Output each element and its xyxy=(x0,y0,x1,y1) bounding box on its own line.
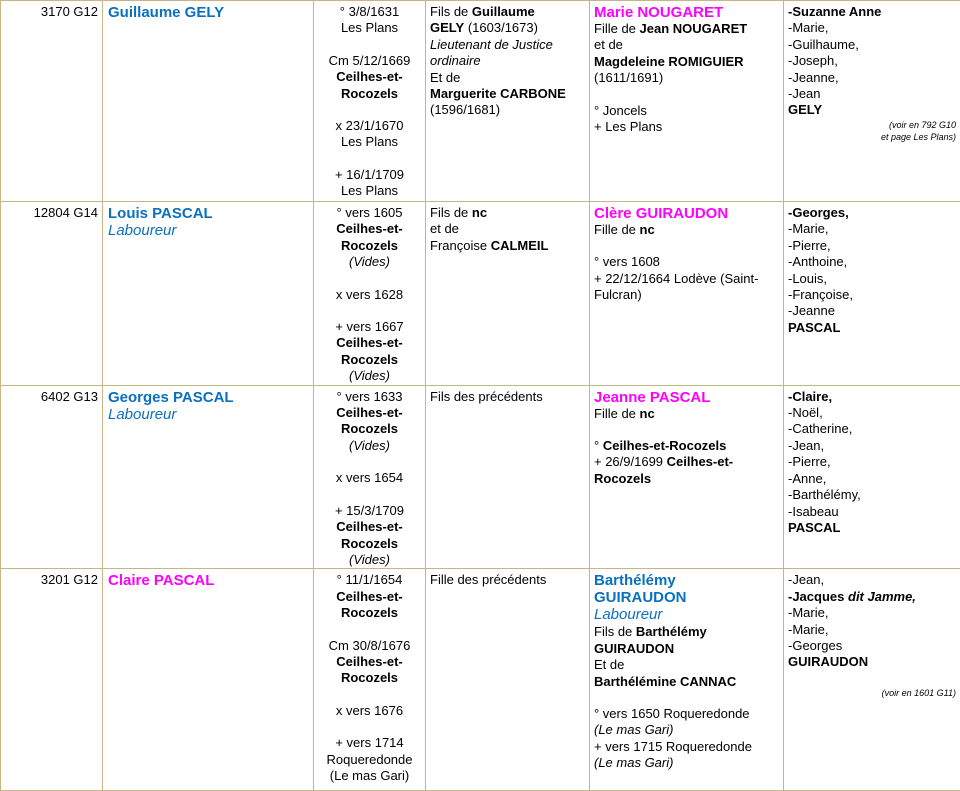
sosa-number: 6402 G13 xyxy=(1,385,103,569)
spouse-cell: Marie NOUGARET Fille de Jean NOUGARET et de Magdeleine ROMIGUIER (1611/1691) ° Joncels + Les Plans xyxy=(590,1,784,202)
spouse-name: Jeanne PASCAL xyxy=(594,389,779,406)
person-name: Claire PASCAL xyxy=(108,572,309,589)
children-cell: -Claire, -Noël, -Catherine, -Jean, -Pierre, -Anne, -Barthélémy, -Isabeau PASCAL xyxy=(784,385,960,569)
cross-reference-note: (voir en 1601 G11) xyxy=(788,687,956,699)
person-occupation: Laboureur xyxy=(108,406,309,424)
events-cell: ° 3/8/1631 Les Plans Cm 5/12/1669 Ceilhes-et- Rocozels x 23/1/1670 Les Plans + 16/1/1709 Les Plans xyxy=(314,1,426,202)
spouse-cell: Jeanne PASCAL Fille de nc ° Ceilhes-et-Rocozels + 26/9/1699 Ceilhes-et- Rocozels xyxy=(590,385,784,569)
cross-reference-note: (voir en 792 G10 et page Les Plans) xyxy=(788,119,956,143)
sosa-number: 3201 G12 xyxy=(1,569,103,791)
spouse-cell: Clère GUIRAUDON Fille de nc ° vers 1608 + 22/12/1664 Lodève (Saint- Fulcran) xyxy=(590,202,784,386)
table-row xyxy=(1,569,960,791)
parents-cell: Fils de Guillaume GELY (1603/1673) Lieutenant de Justice ordinaire Et de Marguerite CARBONE (1596/1681) xyxy=(426,1,590,202)
person-name: Guillaume GELY xyxy=(108,4,309,21)
spouse-name-surname: GUIRAUDON xyxy=(594,589,779,606)
spouse-cell: Barthélémy GUIRAUDON Laboureur Fils de Barthélémy GUIRAUDON Et de Barthélémine CANNAC ° vers 1650 Roqueredonde (Le mas Gari) + vers 1715 Roqueredonde (Le mas Gari) xyxy=(590,569,784,791)
spouse-occupation: Laboureur xyxy=(594,606,779,624)
parents-cell: Fils de nc et de Françoise CALMEIL xyxy=(426,202,590,386)
events-cell: ° vers 1605 Ceilhes-et- Rocozels (Vides) x vers 1628 + vers 1667 Ceilhes-et- Rocozels (Vides) xyxy=(314,202,426,386)
person-name: Georges PASCAL xyxy=(108,389,309,406)
events-cell: ° vers 1633 Ceilhes-et- Rocozels (Vides) x vers 1654 + 15/3/1709 Ceilhes-et- Rocozels (Vides) xyxy=(314,385,426,569)
spouse-name: Marie NOUGARET xyxy=(594,4,779,21)
children-cell: -Suzanne Anne -Marie, -Guilhaume, -Joseph, -Jeanne, -Jean GELY (voir en 792 G10 et page Les Plans) xyxy=(784,1,960,202)
table-row xyxy=(1,202,960,386)
spouse-name: Barthélémy xyxy=(594,572,779,589)
children-cell: -Jean, -Jacques dit Jamme, -Marie, -Marie, -Georges GUIRAUDON (voir en 1601 G11) xyxy=(784,569,960,791)
sosa-number: 3170 G12 xyxy=(1,1,103,202)
table-row xyxy=(1,1,960,202)
table-row xyxy=(1,385,960,569)
parents-cell: Fils des précédents xyxy=(426,385,590,569)
spouse-name: Clère GUIRAUDON xyxy=(594,205,779,222)
person-occupation: Laboureur xyxy=(108,222,309,240)
sosa-number: 12804 G14 xyxy=(1,202,103,386)
events-cell: ° 11/1/1654 Ceilhes-et- Rocozels Cm 30/8/1676 Ceilhes-et- Rocozels x vers 1676 + vers 1714 Roqueredonde (Le mas Gari) xyxy=(314,569,426,791)
person-name: Louis PASCAL xyxy=(108,205,309,222)
children-cell: -Georges, -Marie, -Pierre, -Anthoine, -Louis, -Françoise, -Jeanne PASCAL xyxy=(784,202,960,386)
parents-cell: Fille des précédents xyxy=(426,569,590,791)
